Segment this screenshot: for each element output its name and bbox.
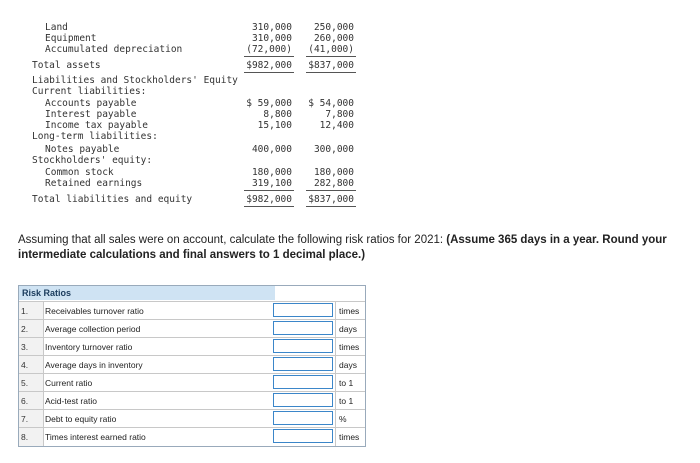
bs-value-2021: 180,000 (251, 167, 292, 178)
row-number: 2. (19, 320, 44, 338)
current-ratio-input[interactable] (273, 375, 333, 389)
bs-value-2021: 8,800 (263, 109, 292, 120)
underline (306, 56, 356, 57)
bs-heading-current-liabilities: Current liabilities: (32, 86, 147, 97)
row-unit: to 1 (335, 374, 369, 392)
row-number: 3. (19, 338, 44, 356)
risk-ratios-table (18, 285, 366, 447)
row-number: 8. (19, 428, 44, 446)
bs-value-2021: $ 59,000 (246, 98, 292, 109)
balance-sheet (0, 0, 700, 215)
row-number: 4. (19, 356, 44, 374)
bs-value-2021: 310,000 (251, 33, 292, 44)
row-unit: days (335, 320, 369, 338)
row-label: Acid-test ratio (45, 396, 97, 406)
bs-value-2020: 12,400 (319, 120, 354, 131)
acid-test-ratio-input[interactable] (273, 393, 333, 407)
table-row (19, 409, 365, 428)
debt-to-equity-input[interactable] (273, 411, 333, 425)
bs-value-2021: 15,100 (257, 120, 292, 131)
row-unit: to 1 (335, 392, 369, 410)
bs-value-2020: 7,800 (325, 109, 354, 120)
question-text (18, 233, 698, 263)
row-label: Inventory turnover ratio (45, 342, 133, 352)
question-prompt: Assuming that all sales were on account, calculate the following risk ratios for 2021: (18, 234, 447, 246)
row-label: Current ratio (45, 378, 93, 388)
table-row (19, 391, 365, 410)
bs-label-equipment: Equipment (45, 33, 97, 44)
bs-value-2020: 260,000 (313, 33, 354, 44)
underline (244, 206, 294, 207)
average-days-inventory-input[interactable] (273, 357, 333, 371)
underline (244, 72, 294, 73)
bs-label-common-stock: Common stock (45, 167, 114, 178)
bs-value-2020: 250,000 (313, 22, 354, 33)
table-row (19, 427, 365, 446)
bs-value-2020: 180,000 (313, 167, 354, 178)
bs-value-2021: 400,000 (251, 144, 292, 155)
bs-label-income-tax-payable: Income tax payable (45, 120, 148, 131)
bs-value-2020: 300,000 (313, 144, 354, 155)
bs-value-2021: 310,000 (251, 22, 292, 33)
table-header: Risk Ratios (19, 286, 275, 300)
row-label: Average collection period (45, 324, 141, 334)
table-row (19, 373, 365, 392)
receivables-turnover-input[interactable] (273, 303, 333, 317)
bs-value-2021: 319,100 (251, 178, 292, 189)
table-row (19, 355, 365, 374)
underline (244, 56, 294, 57)
bs-label-notes-payable: Notes payable (45, 144, 120, 155)
underline (306, 190, 356, 191)
underline (244, 190, 294, 191)
row-number: 5. (19, 374, 44, 392)
bs-value-2020: $ 54,000 (308, 98, 354, 109)
row-label: Receivables turnover ratio (45, 306, 144, 316)
bs-label-accumulated-depreciation: Accumulated depreciation (45, 44, 183, 55)
bs-value-2020: $837,000 (308, 194, 354, 205)
bs-label-total-assets: Total assets (32, 60, 101, 71)
bs-label-land: Land (45, 22, 68, 33)
bs-label-accounts-payable: Accounts payable (45, 98, 137, 109)
row-label: Average days in inventory (45, 360, 143, 370)
times-interest-earned-input[interactable] (273, 429, 333, 443)
bs-label-retained-earnings: Retained earnings (45, 178, 143, 189)
table-row (19, 337, 365, 356)
row-unit: times (335, 338, 369, 356)
table-row (19, 319, 365, 338)
row-number: 1. (19, 302, 44, 320)
row-unit: times (335, 428, 369, 446)
row-number: 6. (19, 392, 44, 410)
row-unit: % (335, 410, 369, 428)
bs-heading-liabilities-equity: Liabilities and Stockholders' Equity (32, 75, 238, 86)
underline (306, 206, 356, 207)
underline (306, 72, 356, 73)
row-unit: days (335, 356, 369, 374)
bs-value-2020: (41,000) (308, 44, 354, 55)
bs-value-2020: 282,800 (313, 178, 354, 189)
table-row (19, 301, 365, 320)
row-label: Times interest earned ratio (45, 432, 146, 442)
bs-label-interest-payable: Interest payable (45, 109, 137, 120)
bs-heading-long-term-liabilities: Long-term liabilities: (32, 131, 158, 142)
average-collection-period-input[interactable] (273, 321, 333, 335)
bs-value-2020: $837,000 (308, 60, 354, 71)
row-unit: times (335, 302, 369, 320)
bs-heading-stockholders-equity: Stockholders' equity: (32, 155, 153, 166)
inventory-turnover-input[interactable] (273, 339, 333, 353)
row-label: Debt to equity ratio (45, 414, 117, 424)
row-number: 7. (19, 410, 44, 428)
question-instructions: (Assume 365 days in a year. Round your intermediate calculations and final answers to 1 decimal place.) (18, 234, 667, 261)
bs-value-2021: $982,000 (246, 194, 292, 205)
bs-label-total-liabilities-equity: Total liabilities and equity (32, 194, 193, 205)
bs-value-2021: $982,000 (246, 60, 292, 71)
bs-value-2021: (72,000) (246, 44, 292, 55)
